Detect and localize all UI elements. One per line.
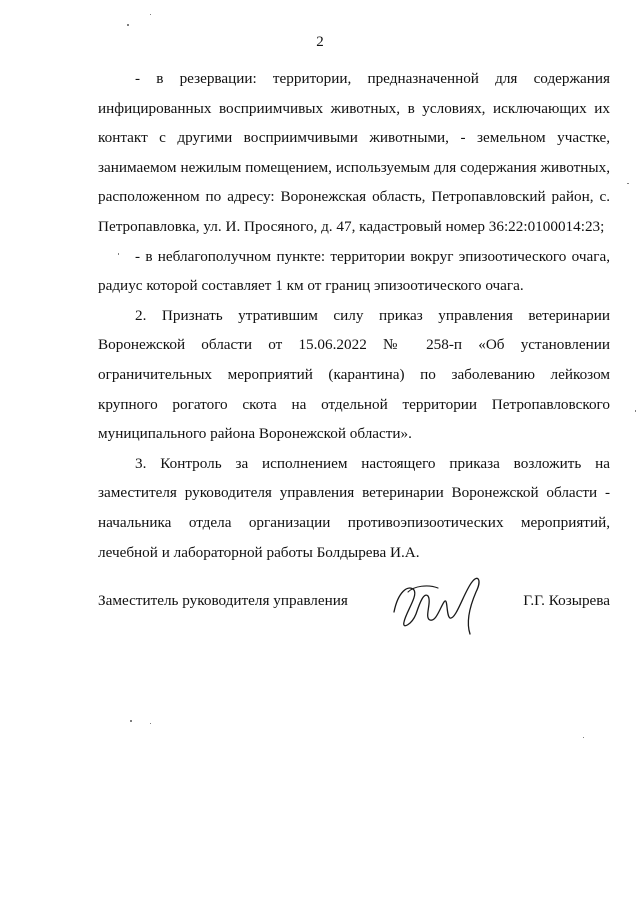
scan-speck: [627, 183, 629, 184]
scan-speck: [127, 24, 129, 26]
scan-speck: [635, 410, 636, 412]
paragraph-repeal-order: 2. Признать утратившим силу приказ управления ветеринарии Воронежской области от 15.06.2022 № 258-п «Об установлении ограничительных мероприятий (карантина) по заболеванию лейкозом крупного рогатого скота на отдельной территории Петропавловского муниципального района Воронежской области».: [98, 306, 610, 443]
handwritten-signature: [384, 562, 504, 642]
paragraph-reservation: - в резервации: территории, предназначенной для содержания инфицированных восприимчивых животных, в условиях, исключающих их контакт с другими восприимчивыми животными, - земельном участке, занимаемом нежилым помещением, используемым для содержания животных, расположенном по адресу: Воронежская область, Петропавловский район, с. Петропавловка, ул. И. Просяного, д. 47, кадастровый номер 36:22:0100014:23;: [98, 70, 610, 235]
signature-block: [98, 592, 610, 632]
paragraph-unfavorable-point: - в неблагополучном пункте: территории вокруг эпизоотического очага, радиус которой составляет 1 км от границ эпизоотического очага.: [98, 247, 610, 295]
signatory-name: Г.Г. Козырева: [523, 592, 610, 609]
page-number: 2: [316, 34, 324, 50]
signatory-title: Заместитель руководителя управления: [98, 592, 348, 609]
scan-speck: [150, 723, 151, 724]
paragraph-control: 3. Контроль за исполнением настоящего приказа возложить на заместителя руководителя управления ветеринарии Воронежской области - начальника отдела организации противоэпизоотических мероприятий, лечебной и лабораторной работы Болдырева И.А.: [98, 454, 610, 561]
document-body: [98, 64, 610, 567]
scan-speck: [130, 720, 132, 722]
scan-speck: [583, 737, 584, 738]
scan-speck: [150, 14, 151, 15]
scan-speck: [118, 253, 119, 255]
